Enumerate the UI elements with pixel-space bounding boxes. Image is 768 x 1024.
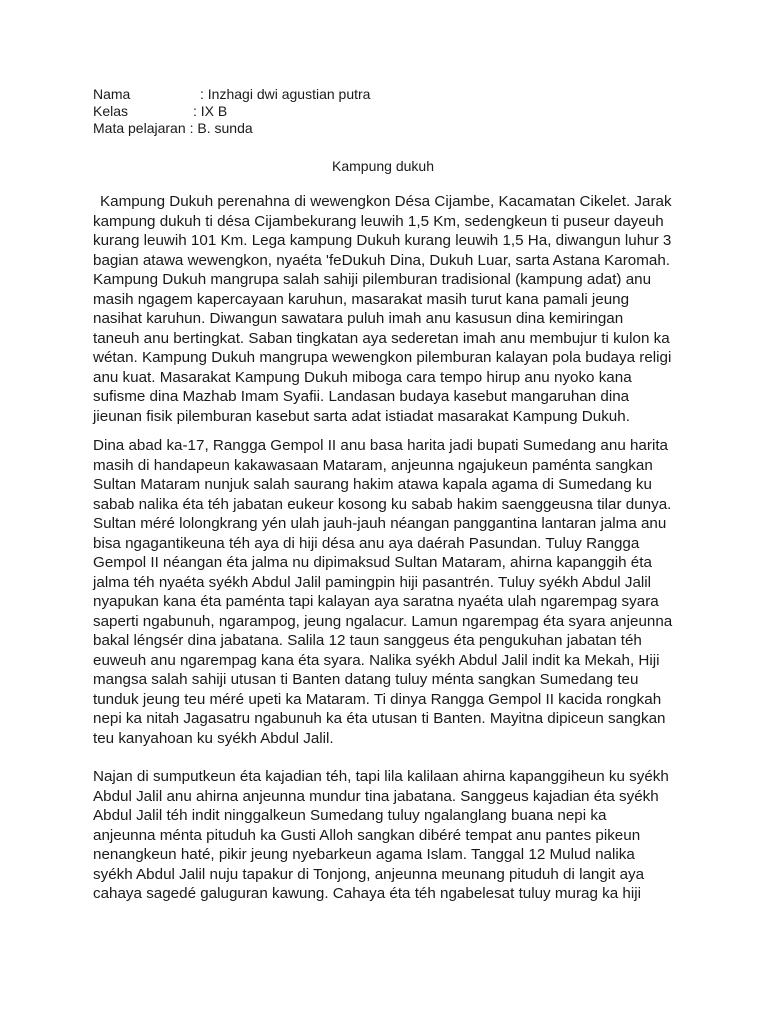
subject-label: Mata pelajaran [93,120,186,136]
paragraph-3: Najan di sumputkeun éta kajadian téh, tapi lila kalilaan ahirna kapanggiheun ku syékh Abdul Jalil anu ahirna anjeunna mundur tina jabatana. Sanggeus kajadian éta syékh Abdul Jalil téh indit ninggalkeun Sumedang tuluy ngalanglang buana nepi ka anjeunna ménta pituduh ka Gusti Alloh sangkan dibéré tempat anu pantes pikeun nenangkeun haté, pikir jeung nyebarkeun agama Islam. Tanggal 12 Mulud nalika syékh Abdul Jalil nuju tapakur di Tonjong, anjeunna meunang pituduh di langit aya cahaya sagedé galuguran kawung. Cahaya éta téh ngabelesat tuluy murag ka hiji [93,768,669,902]
class-label: Kelas [93,103,129,119]
class-row [93,103,673,120]
subject-value: : B. sunda [189,120,253,136]
name-label: Nama [93,86,131,102]
class-value: : IX B [193,103,228,119]
paragraph-2: Dina abad ka-17, Rangga Gempol II anu basa harita jadi bupati Sumedang anu harita masih di handapeun kakawasaan Mataram, anjeunna ngajukeun paménta sangkan Sultan Mataram nunjuk salah saurang hakim atawa kapala agama di Sumedang ku sabab nalika éta téh jabatan eukeur kosong ku sabab hakim saenggeusna tilar dunya. Sultan méré lolongkrang yén ulah jauh-jauh néangan panggantina lantaran jalma anu bisa ngagantikeuna téh aya di hiji désa anu aya daérah Pasundan. Tuluy Rangga Gempol II néangan éta jalma nu dipimaksud Sultan Mataram, ahirna kapanggih éta jalma téh nyaéta syékh Abdul Jalil pamingpin hiji pasantrén. Tuluy syékh Abdul Jalil nyapukan kana éta paménta tapi kalayan aya saratna nyaéta ulah ngarempag syara saperti ngabunuh, ngarampog, jeung ngalacur. Lamun ngarempag éta syara anjeunna bakal léngsér dina jabatana. Salila 12 taun sanggeus éta pengukuhan jabatan téh euweuh anu ngarempag kana éta syara. Nalika syékh Abdul Jalil indit ka Mekah, Hiji mangsa salah sahiji utusan ti Banten datang tuluy ménta sangkan Sumedang teu tunduk jeung teu méré upeti ka Mataram. Ti dinya Rangga Gempol II kacida rongkah nepi ka nitah Jagasatru ngabunuh ka éta utusan ti Banten. Mayitna dipiceun sangkan teu kanyahoan ku syékh Abdul Jalil. [93,437,673,747]
paragraph-1: Kampung Dukuh perenahna di wewengkon Désa Cijambe, Kacamatan Cikelet. Jarak kampung dukuh ti désa Cijambekurang leuwih 1,5 Km, sedengkeun ti puseur dayeuh kurang leuwih 101 Km. Lega kampung Dukuh kurang leuwih 1,5 Ha, diwangun luhur 3 bagian atawa wewengkon, nyaéta 'feDukuh Dina, Dukuh Luar, sarta Astana Karomah. Kampung Dukuh mangrupa salah sahiji pilemburan tradisional (kampung adat) anu masih ngagem kapercayaan karuhun, masarakat masih turut kana pamali jeung nasihat karuhun. Diwangun sawatara puluh imah anu kasusun dina kemiringan taneuh anu bertingkat. Saban tingkatan aya sederetan imah anu membujur ti kulon ka wétan. Kampung Dukuh mangrupa wewengkon pilemburan kalayan pola budaya religi anu kuat. Masarakat Kampung Dukuh miboga cara tempo hirup anu nyoko kana sufisme dina Mazhab Imam Syafii. Landasan budaya kasebut mangaruhan dina jieunan fisik pilemburan kasebut sarta adat istiadat masarakat Kampung Dukuh. [93,193,672,425]
student-info [93,86,673,137]
name-value: : Inzhagi dwi agustian putra [200,86,371,102]
document-title: Kampung dukuh [332,158,434,174]
document-page [93,86,673,904]
subject-row [93,120,673,137]
name-row [93,86,673,103]
